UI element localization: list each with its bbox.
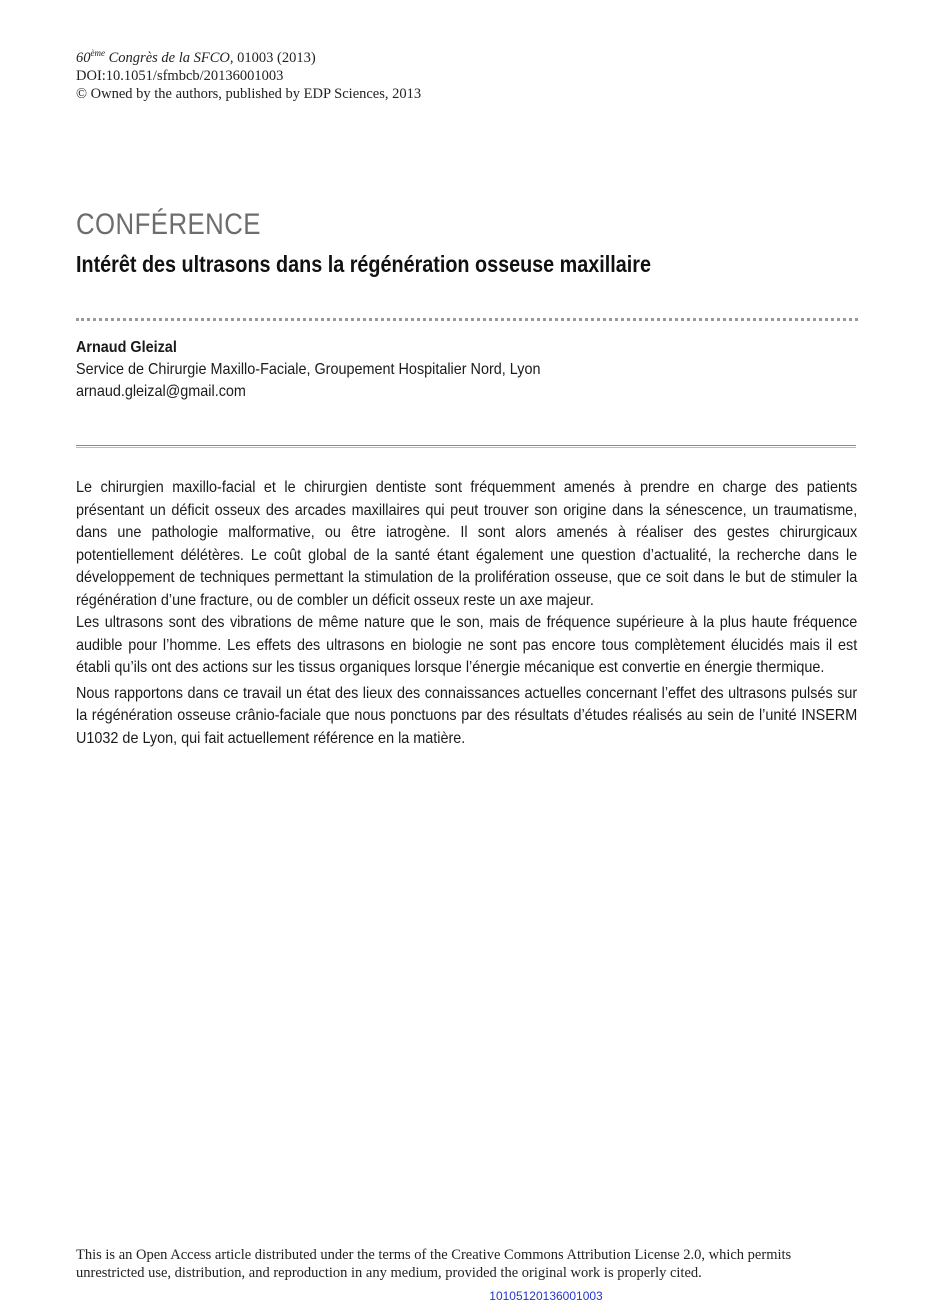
abstract-paragraph: Les ultrasons sont des vibrations de même nature que le son, mais de fréquence supérieure à la plus haute fréquence audible pour l’homme. Les effets des ultrasons en biologie ne sont pas encore tous complètement élucidés mais il est établi qu’ils ont des actions sur les tissus organiques lorsque l’énergie mécanique est convertie en énergie thermique. bbox=[76, 614, 858, 676]
copyright-line: © Owned by the authors, published by EDP Sciences, 2013 bbox=[76, 85, 422, 102]
article-title: Intérêt des ultrasons dans la régénération osseuse maxillaire bbox=[76, 251, 651, 277]
license-notice: This is an Open Access article distributed under the terms of the Creative Commons Attribution License 2.0, which permits unrestricted use, distribution, and reproduction in any medium, provided the original work is properly cited. bbox=[76, 1247, 792, 1281]
abstract-paragraph: Le chirurgien maxillo-facial et le chirurgien dentiste sont fréquemment amenés à prendre en charge des patients présentant un déficit osseux des arcades maxillaires qui peut trouver son origine dans la sénescence, un traumatisme, dans une pathologie malformative, ou être iatrogène. Il sont alors amenés à réaliser des gestes chirurgicaux potentiellement délétères. Le coût global de la santé étant également une question d’actualité, la recherche dans le développement de techniques permettant la stimulation de la prolifération osseuse, que ce soit dans le but de stimuler la régénération d’une fracture, ou de combler un déficit osseux reste un axe majeur. bbox=[76, 479, 858, 609]
author-name: Arnaud Gleizal bbox=[76, 339, 177, 356]
author-affiliation: Service de Chirurgie Maxillo-Faciale, Groupement Hospitalier Nord, Lyon bbox=[76, 361, 541, 378]
abstract bbox=[76, 477, 857, 750]
article-id: 10105120136001003 bbox=[489, 1289, 603, 1303]
congress-name: Congrès de la SFCO bbox=[105, 49, 230, 66]
section-label: CONFÉRENCE bbox=[76, 208, 261, 241]
dotted-divider bbox=[76, 318, 858, 321]
author-email: arnaud.gleizal@gmail.com bbox=[76, 383, 246, 400]
doi-line: DOI:10.1051/sfmbcb/20136001003 bbox=[76, 67, 284, 84]
author-block bbox=[76, 337, 540, 403]
section-rule bbox=[76, 445, 856, 448]
article-ref: , 01003 (2013) bbox=[229, 49, 316, 66]
journal-header bbox=[76, 44, 421, 103]
journal-citation bbox=[76, 44, 421, 67]
abstract-paragraph: Nous rapportons dans ce travail un état des lieux des connaissances actuelles concernant l’effet des ultrasons pulsés sur la régénération osseuse crânio-faciale que nous ponctuons par des résultats d’études réalisés au sein de l’unité INSERM U1032 de Lyon, qui fait actuellement référence en la matière. bbox=[76, 684, 858, 747]
edition-suffix: ème bbox=[90, 48, 105, 58]
edition-number: 60 bbox=[76, 49, 91, 66]
